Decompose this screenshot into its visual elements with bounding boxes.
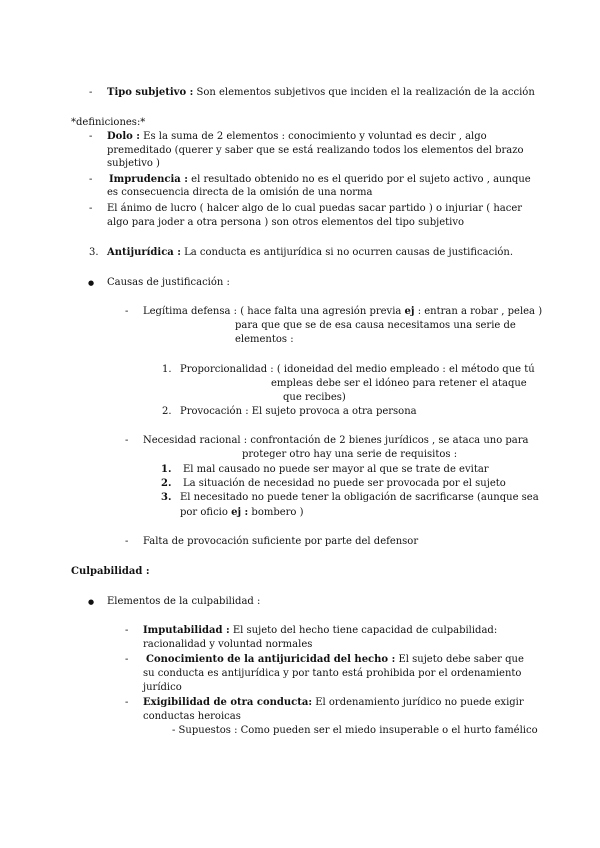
legitima-text-a: Legítima defensa : ( hace falta una agresión previa	[143, 306, 402, 317]
dash-bullet: -	[125, 435, 129, 446]
exigibilidad-text: El ordenamiento jurídico no puede exigir	[315, 697, 524, 708]
conocimiento-line-1	[146, 653, 524, 667]
necesidad-line-2: proteger otro hay una serie de requisitos :	[242, 449, 458, 460]
list-number: 3.	[161, 492, 172, 503]
necesidad-line-1: Necesidad racional : confrontación de 2 bienes jurídicos , se ataca uno para	[143, 435, 529, 446]
tipo-subjetivo-line	[107, 86, 535, 100]
proporcionalidad-line-3: que recibes)	[283, 392, 346, 403]
dolo-line-3: subjetivo )	[107, 158, 160, 169]
req3-text-a: por oficio	[180, 507, 228, 518]
imputabilidad-line-2: racionalidad y voluntad normales	[143, 639, 313, 650]
proporcionalidad-line-2: empleas debe ser el idóneo para retener el ataque	[271, 378, 527, 389]
imprudencia-line-1	[109, 173, 531, 187]
conocimiento-line-3: jurídico	[143, 682, 182, 693]
ej-term: ej	[404, 306, 415, 317]
antijuridica-text: La conducta es antijurídica si no ocurren causas de justificación.	[184, 247, 514, 258]
elementos-label: Elementos de la culpabilidad :	[107, 596, 261, 607]
definiciones-heading: *definiciones:*	[71, 117, 146, 128]
causas-label: Causas de justificación :	[107, 277, 230, 288]
imputabilidad-text: El sujeto del hecho tiene capacidad de culpabilidad:	[232, 625, 498, 636]
antijuridica-line	[107, 246, 513, 260]
req3-text-b: bombero )	[251, 507, 304, 518]
imprudencia-term: Imprudencia :	[109, 174, 188, 185]
antijuridica-term: Antijurídica :	[107, 247, 181, 258]
imputabilidad-term: Imputabilidad :	[143, 625, 230, 636]
legitima-line-2: para que que se de esa causa necesitamos una serie de	[235, 320, 516, 331]
requisito-3-line-1: El necesitado no puede tener la obligación de sacrificarse (aunque sea	[180, 492, 539, 503]
conocimiento-line-2: su conducta es antijurídica y por tanto está prohibida por el ordenamiento	[143, 668, 522, 679]
tipo-subjetivo-text: Son elementos subjetivos que inciden el la realización de la acción	[196, 87, 535, 98]
list-number: 2.	[161, 478, 172, 489]
dolo-line-2: premeditado (querer y saber que se está realizando todos los elementos del brazo	[107, 145, 524, 156]
exigibilidad-term: Exigibilidad de otra conducta:	[143, 697, 313, 708]
dash-bullet: -	[89, 174, 93, 185]
conocimiento-text: El sujeto debe saber que	[398, 654, 524, 665]
dash-bullet: -	[89, 87, 93, 98]
requisito-2: La situación de necesidad no puede ser provocada por el sujeto	[183, 478, 506, 489]
list-number: 1.	[161, 464, 172, 475]
falta-provocacion-line: Falta de provocación suficiente por parte del defensor	[143, 536, 419, 547]
list-number: 1.	[162, 364, 172, 375]
dash-bullet: -	[89, 203, 93, 214]
round-bullet: ●	[88, 598, 95, 606]
provocacion-line: Provocación : El sujeto provoca a otra persona	[180, 406, 417, 417]
tipo-subjetivo-term: Tipo subjetivo :	[107, 87, 194, 98]
imputabilidad-line-1	[143, 624, 497, 638]
list-number: 2.	[162, 406, 172, 417]
animo-line-1: El ánimo de lucro ( halcer algo de lo cual puedas sacar partido ) o injuriar ( hacer	[107, 203, 523, 214]
proporcionalidad-line-1: Proporcionalidad : ( idoneidad del medio empleado : el método que tú	[180, 364, 535, 375]
dash-bullet: -	[125, 306, 129, 317]
legitima-text-b: : entran a robar , pelea )	[417, 306, 543, 317]
legitima-line-1	[143, 305, 542, 319]
animo-line-2: algo para joder a otra persona ) son otros elementos del tipo subjetivo	[107, 217, 464, 228]
exigibilidad-line-1	[143, 696, 524, 710]
ej-term: ej :	[231, 507, 249, 518]
dash-bullet: -	[125, 536, 129, 547]
requisito-1: El mal causado no puede ser mayor al que se trate de evitar	[183, 464, 489, 475]
dolo-line-1	[107, 130, 487, 144]
dash-bullet: -	[125, 697, 129, 708]
dash-bullet: -	[89, 131, 93, 142]
requisito-3-line-2	[180, 506, 304, 520]
dolo-text: Es la suma de 2 elementos : conocimiento y voluntad es decir , algo	[143, 131, 487, 142]
dash-bullet: -	[125, 625, 129, 636]
list-number: 3.	[89, 247, 99, 258]
imprudencia-text: el resultado obtenido no es el querido por el sujeto activo , aunque	[191, 174, 531, 185]
imprudencia-line-2: es consecuencia directa de la omisión de una norma	[107, 187, 373, 198]
supuestos-line: - Supuestos : Como pueden ser el miedo insuperable o el hurto famélico	[172, 725, 538, 736]
culpabilidad-heading: Culpabilidad :	[71, 566, 150, 577]
dolo-term: Dolo :	[107, 131, 140, 142]
round-bullet: ●	[88, 279, 95, 287]
dash-bullet: -	[125, 654, 129, 665]
legitima-line-3: elementos :	[235, 334, 294, 345]
conocimiento-term: Conocimiento de la antijuricidad del hecho :	[146, 654, 396, 665]
exigibilidad-line-2: conductas heroicas	[143, 711, 241, 722]
